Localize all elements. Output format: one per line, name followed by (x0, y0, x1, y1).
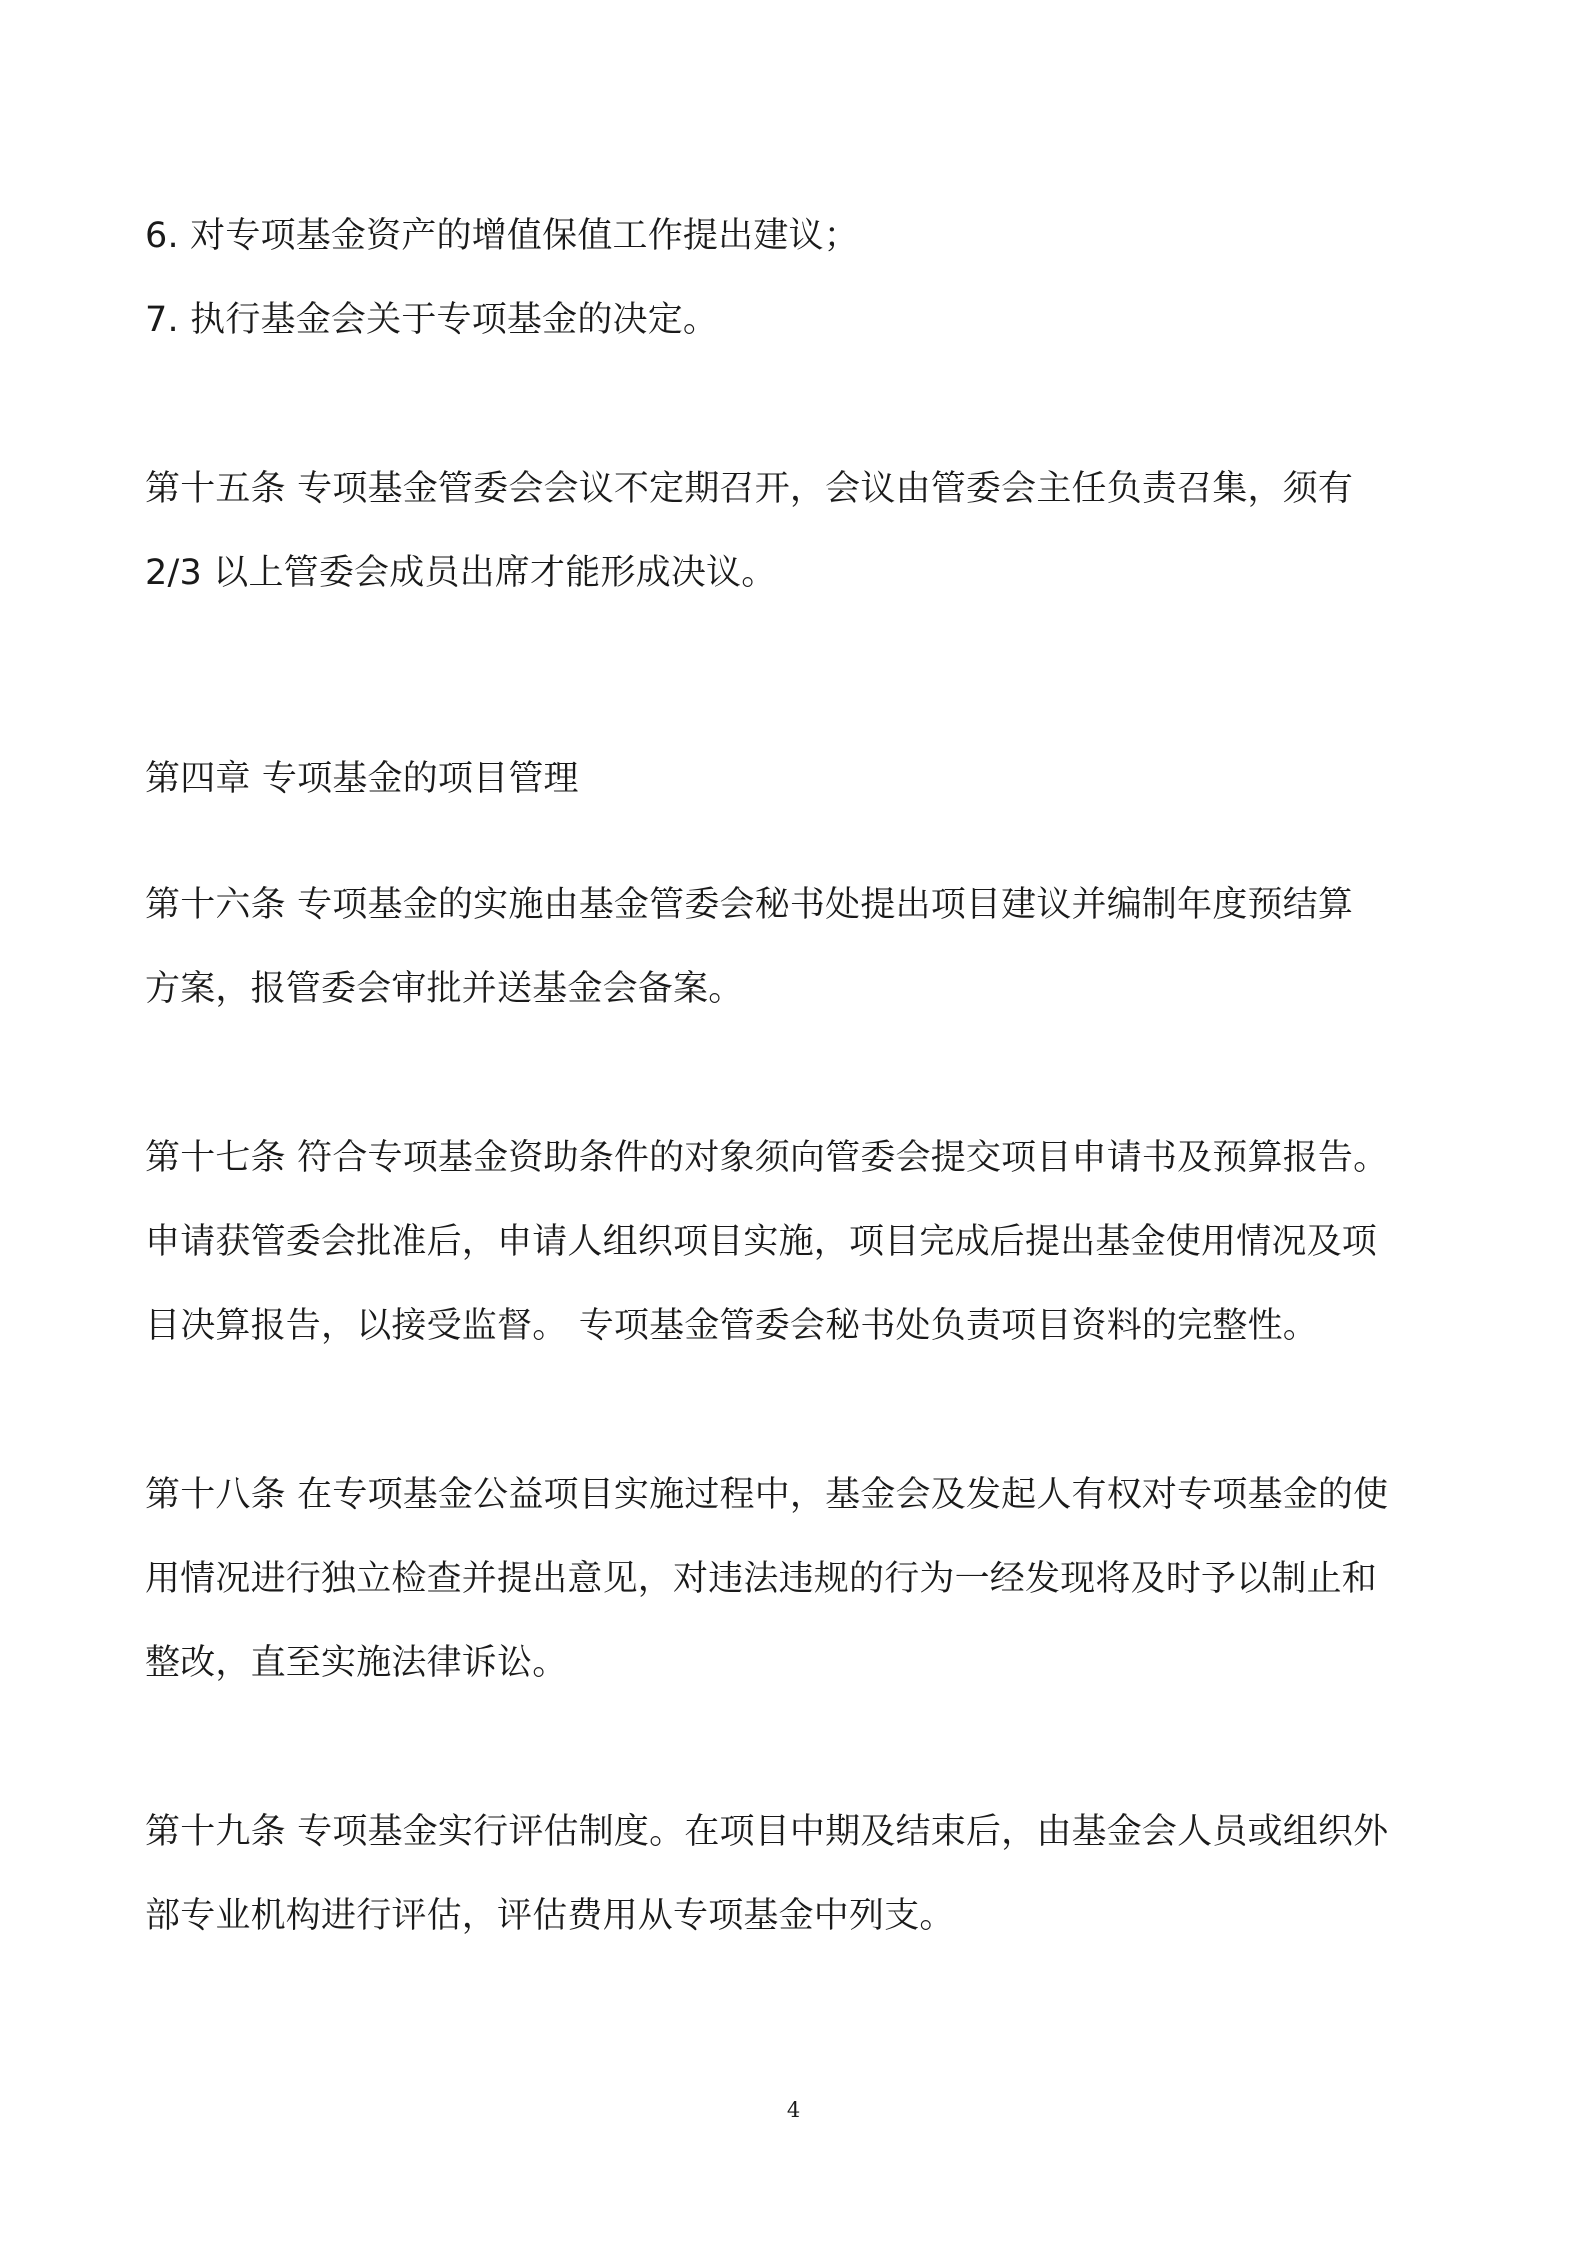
article-15-line-2: 2/3 以上管委会成员出席才能形成决议。 (145, 553, 777, 593)
article-16-line-1: 第十六条 专项基金的实施由基金管委会秘书处提出项目建议并编制年度预结算 (145, 885, 1354, 925)
article-15-line-1: 第十五条 专项基金管委会会议不定期召开，会议由管委会主任负责召集，须有 (145, 469, 1354, 509)
article-16-line-2: 方案，报管委会审批并送基金会备案。 (145, 969, 744, 1009)
article-19-line-2: 部专业机构进行评估，评估费用从专项基金中列支。 (145, 1896, 955, 1936)
article-18-line-3: 整改，直至实施法律诉讼。 (145, 1643, 568, 1683)
article-17-line-2: 申请获管委会批准后，申请人组织项目实施，项目完成后提出基金使用情况及项 (145, 1222, 1378, 1262)
article-18-line-2: 用情况进行独立检查并提出意见，对违法违规的行为一经发现将及时予以制止和 (145, 1559, 1378, 1599)
article-17-line-3: 目决算报告，以接受监督。 专项基金管委会秘书处负责项目资料的完整性。 (145, 1306, 1318, 1346)
item-7-line-1: 7. 执行基金会关于专项基金的决定。 (145, 300, 719, 340)
article-17-line-1: 第十七条 符合专项基金资助条件的对象须向管委会提交项目申请书及预算报告。 (145, 1138, 1389, 1178)
article-18-line-1: 第十八条 在专项基金公益项目实施过程中，基金会及发起人有权对专项基金的使 (145, 1475, 1389, 1515)
page-number: 4 (786, 2098, 801, 2122)
item-6-line-1: 6. 对专项基金资产的增值保值工作提出建议； (145, 216, 859, 256)
chapter-heading: 第四章 专项基金的项目管理 (145, 759, 579, 799)
article-19-line-1: 第十九条 专项基金实行评估制度。在项目中期及结束后，由基金会人员或组织外 (145, 1812, 1389, 1852)
